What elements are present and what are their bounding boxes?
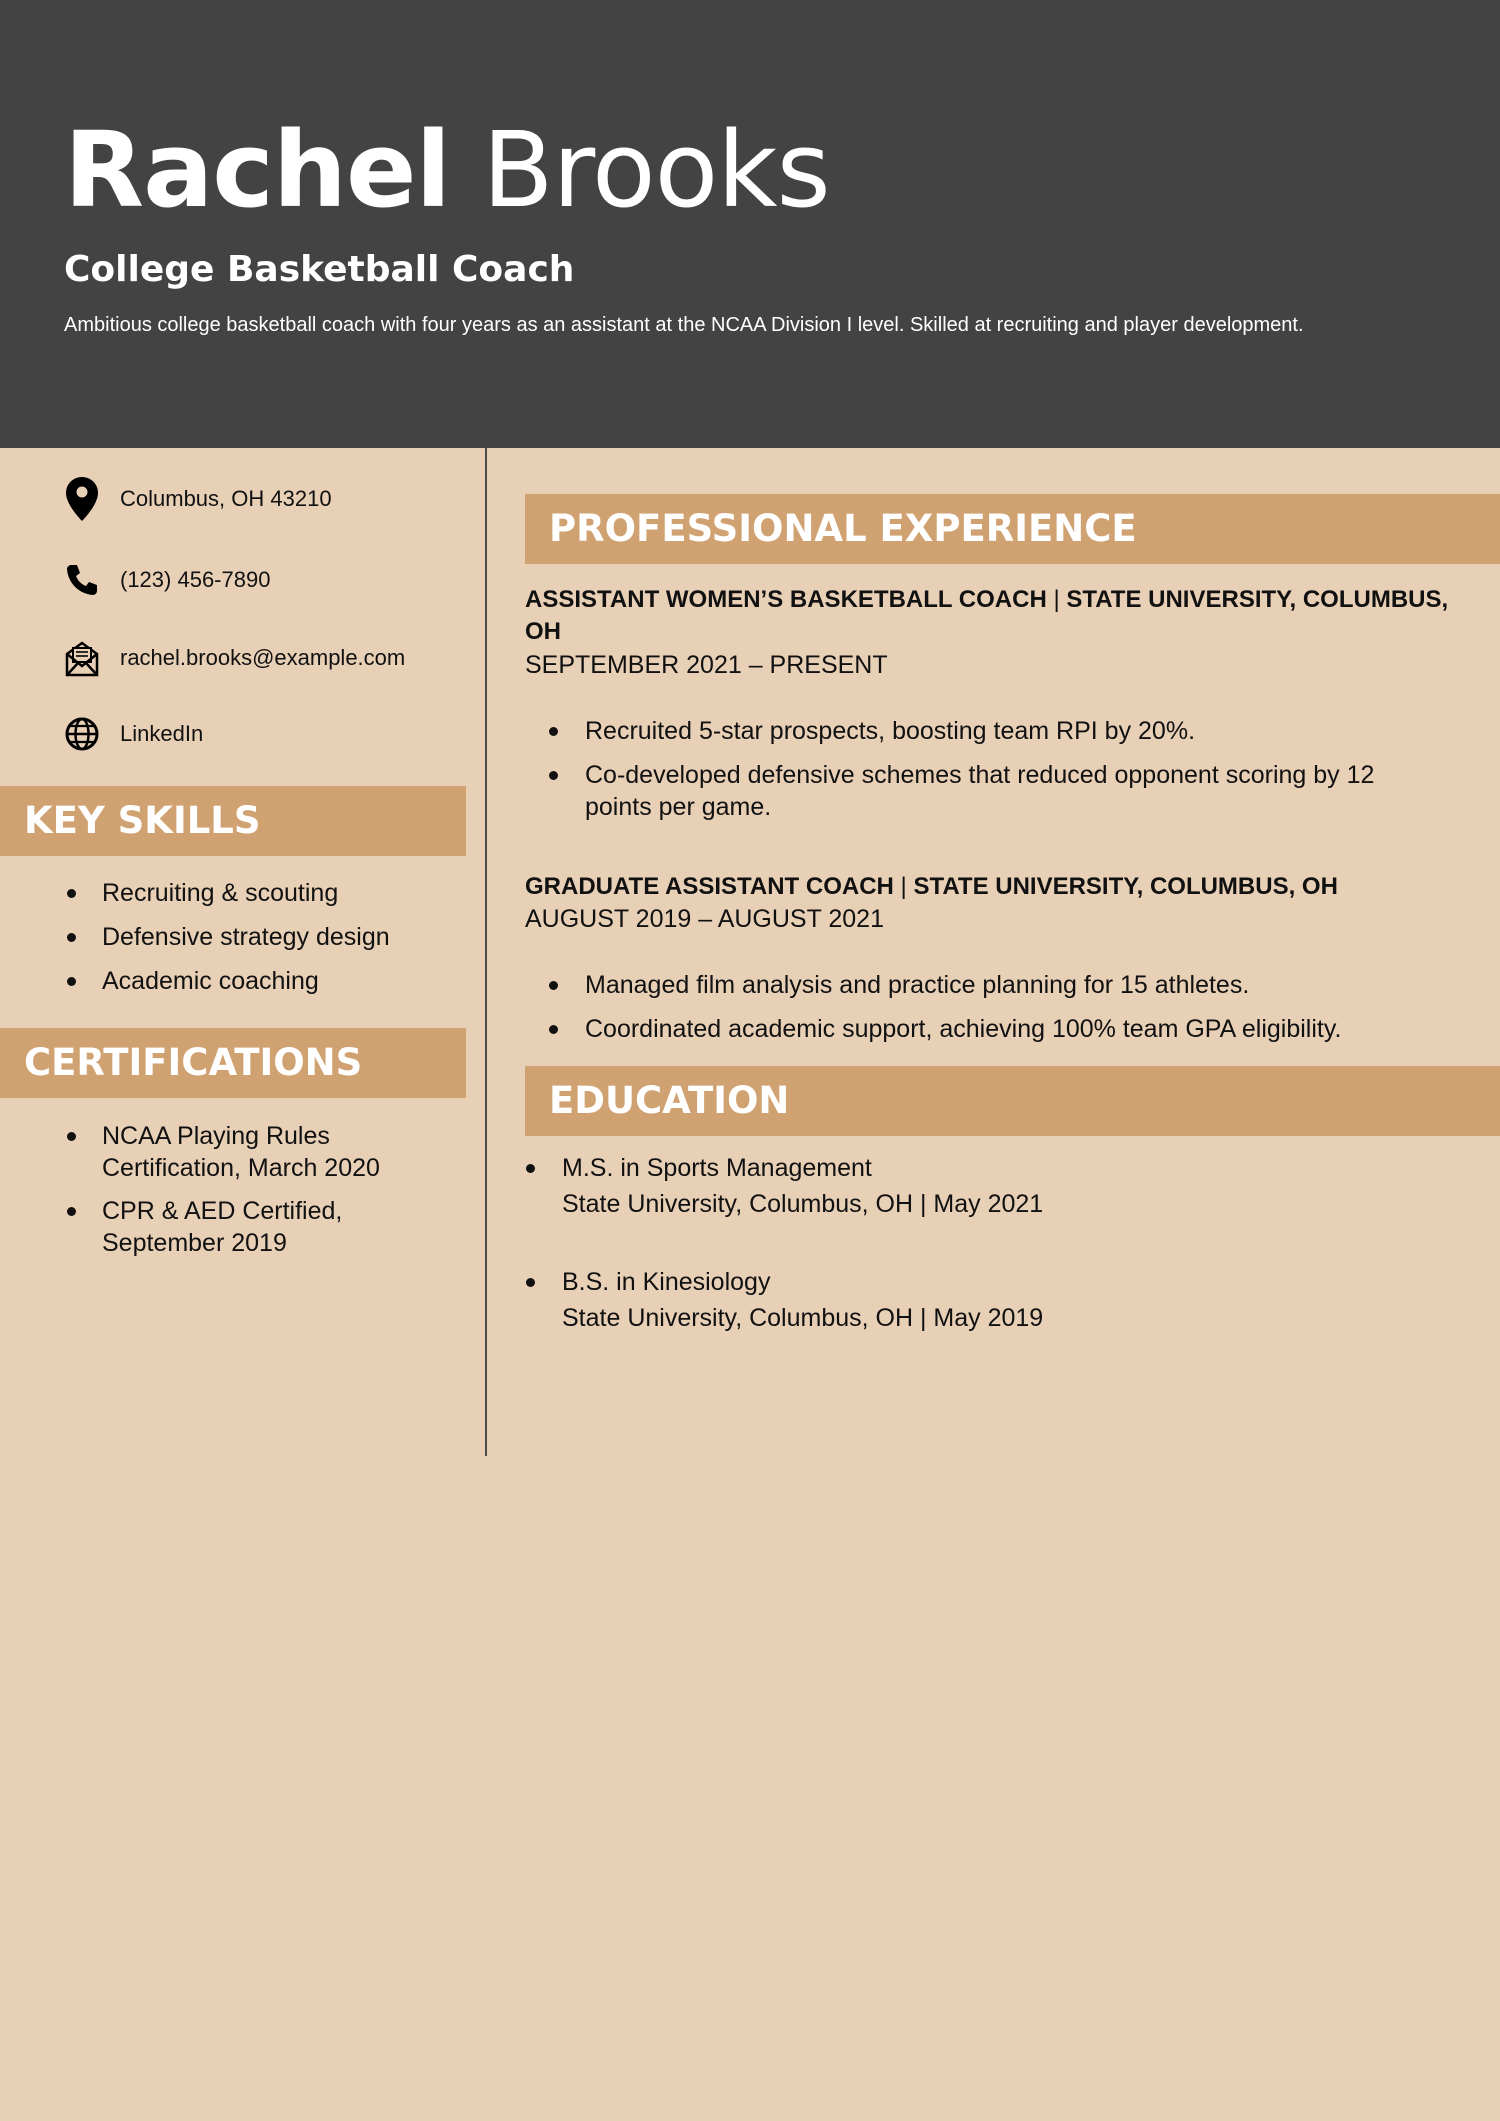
column-divider <box>485 448 487 1456</box>
job-header: GRADUATE ASSISTANT COACH | STATE UNIVERSITY, COLUMBUS, OH <box>525 873 1338 900</box>
certification-item: CPR & AED Certified, September 2019 <box>64 1195 424 1259</box>
globe-icon <box>64 710 100 758</box>
contact-email <box>64 634 405 682</box>
skills-list <box>64 877 454 997</box>
degree-detail: State University, Columbus, OH | May 2021 <box>562 1190 1044 1218</box>
job-bullets <box>548 969 1448 1045</box>
phone-text: (123) 456-7890 <box>120 567 271 592</box>
education-item <box>525 1150 1425 1222</box>
education-item <box>525 1264 1425 1336</box>
job-bullet: Managed film analysis and practice planning for 15 athletes. <box>548 969 1448 1001</box>
job-title: College Basketball Coach <box>64 249 575 290</box>
key-skills-heading: KEY SKILLS <box>0 786 466 856</box>
contact-location <box>64 475 332 523</box>
job-employer: STATE UNIVERSITY, COLUMBUS, OH <box>525 586 1449 645</box>
skill-item: Academic coaching <box>64 965 454 997</box>
contact-linkedin <box>64 710 203 758</box>
degree-detail: State University, Columbus, OH | May 2019 <box>562 1304 1044 1332</box>
job-title: GRADUATE ASSISTANT COACH <box>525 873 894 900</box>
job-bullet: Coordinated academic support, achieving 100% team GPA eligibility. <box>548 1013 1448 1045</box>
envelope-icon <box>64 634 100 682</box>
job-bullets <box>548 715 1448 823</box>
linkedin-link[interactable]: LinkedIn <box>120 721 204 746</box>
location-text: Columbus, OH 43210 <box>120 486 332 511</box>
degree: B.S. in Kinesiology <box>562 1268 771 1296</box>
job-bullet: Recruited 5-star prospects, boosting team RPI by 20%. <box>548 715 1448 747</box>
job-dates: AUGUST 2019 – AUGUST 2021 <box>525 905 884 933</box>
map-pin-icon <box>64 475 100 523</box>
phone-icon <box>64 556 100 604</box>
education-heading: EDUCATION <box>525 1066 1500 1136</box>
summary: Ambitious college basketball coach with four years as an assistant at the NCAA Division I level. Skilled at recruiting and player development. <box>64 314 1304 336</box>
skill-item: Recruiting & scouting <box>64 877 454 909</box>
contact-phone <box>64 556 270 604</box>
job-header: ASSISTANT WOMEN’S BASKETBALL COACH | STATE UNIVERSITY, COLUMBUS, OH <box>525 586 1449 645</box>
last-name: Brooks <box>482 109 830 231</box>
experience-heading: PROFESSIONAL EXPERIENCE <box>525 494 1500 564</box>
first-name: Rachel <box>64 109 451 231</box>
job-dates: SEPTEMBER 2021 – PRESENT <box>525 651 888 679</box>
job-employer: STATE UNIVERSITY, COLUMBUS, OH <box>913 873 1338 900</box>
certifications-list <box>64 1120 424 1259</box>
certification-item: NCAA Playing Rules Certification, March 2020 <box>64 1120 424 1184</box>
email-text[interactable]: rachel.brooks@example.com <box>120 645 406 670</box>
certifications-heading: CERTIFICATIONS <box>0 1028 466 1098</box>
job-bullet: Co-developed defensive schemes that reduced opponent scoring by 12 points per game. <box>548 759 1448 823</box>
candidate-name <box>64 100 830 240</box>
job-title: ASSISTANT WOMEN’S BASKETBALL COACH <box>525 586 1047 613</box>
header-banner <box>0 0 1500 448</box>
skill-item: Defensive strategy design <box>64 921 454 953</box>
degree: M.S. in Sports Management <box>562 1154 872 1182</box>
